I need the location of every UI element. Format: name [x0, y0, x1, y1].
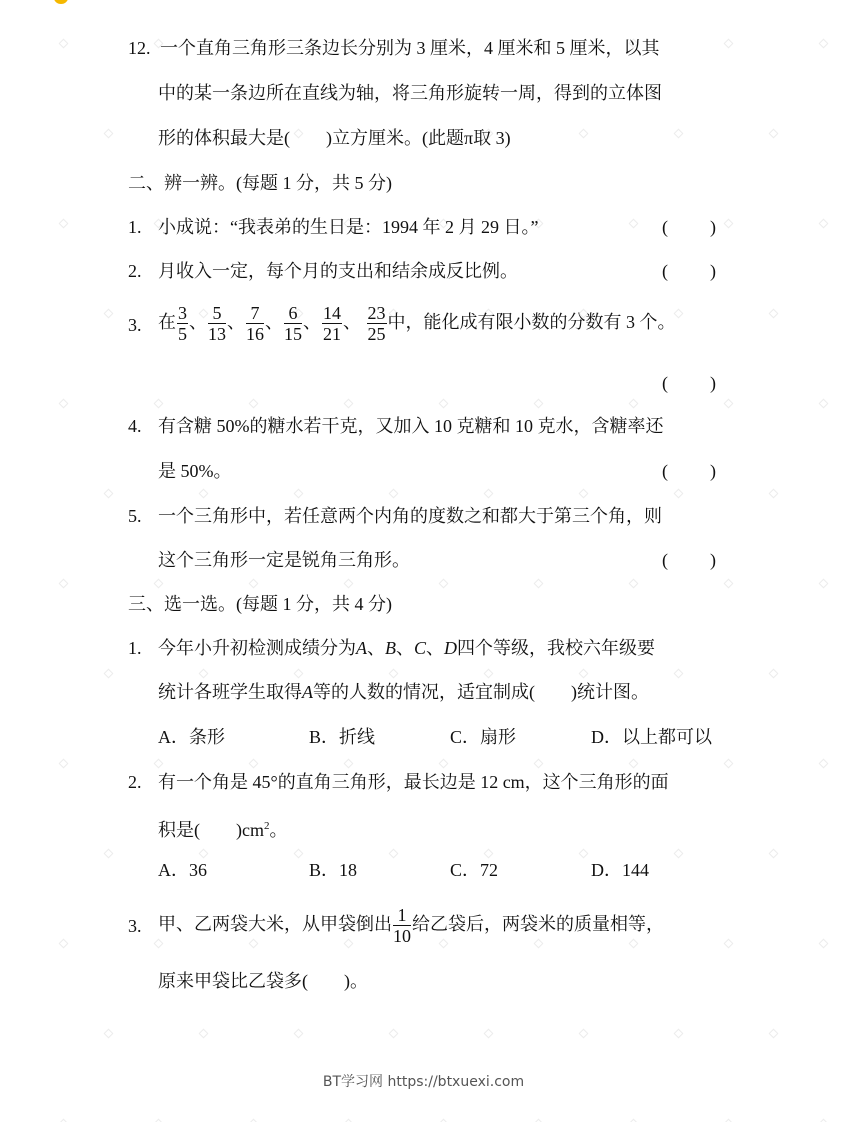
s2-q3-number: 3. — [128, 315, 142, 335]
background-pattern-mark — [819, 219, 829, 229]
paren-close: ) — [710, 461, 716, 481]
separator: 、 — [303, 312, 321, 332]
text: 今年小升初检测成绩分为 — [158, 638, 356, 658]
background-pattern-mark — [439, 1119, 449, 1122]
s3-q3-number: 3. — [128, 916, 142, 936]
background-pattern-mark — [629, 1119, 639, 1122]
background-pattern-mark — [819, 759, 829, 769]
numerator: 1 — [393, 905, 411, 926]
background-pattern-mark — [389, 1029, 399, 1039]
background-pattern-mark — [769, 1029, 779, 1039]
denominator: 21 — [323, 324, 341, 345]
answer-blank[interactable] — [662, 216, 716, 238]
numerator: 14 — [323, 303, 341, 324]
background-pattern-mark — [154, 759, 164, 769]
background-pattern-mark — [199, 489, 209, 499]
background-pattern-mark — [59, 39, 69, 49]
background-pattern-mark — [294, 669, 304, 679]
paren-open: ( — [662, 373, 668, 393]
fraction — [367, 303, 387, 344]
answer-blank[interactable] — [662, 260, 716, 282]
background-pattern-mark — [579, 1029, 589, 1039]
s2-q5-line1: 一个三角形中，若任意两个内角的度数之和都大于第三个角，则 — [158, 506, 662, 526]
background-pattern-mark — [59, 1119, 69, 1122]
option-a[interactable]: A．36 — [158, 860, 207, 880]
background-pattern-mark — [104, 489, 114, 499]
text: 中，能化成有限小数的分数有 3 个。 — [387, 312, 676, 332]
background-pattern-mark — [344, 759, 354, 769]
background-pattern-mark — [484, 669, 494, 679]
background-pattern-mark — [769, 309, 779, 319]
background-pattern-mark — [724, 939, 734, 949]
background-pattern-mark — [199, 1029, 209, 1039]
separator: 、 — [426, 638, 445, 658]
background-pattern-mark — [294, 849, 304, 859]
background-pattern-mark — [439, 759, 449, 769]
paren-close: ) — [710, 373, 716, 393]
background-pattern-mark — [104, 129, 114, 139]
separator: 、 — [189, 312, 207, 332]
background-pattern-mark — [484, 849, 494, 859]
background-pattern-mark — [769, 489, 779, 499]
background-pattern-mark — [724, 579, 734, 589]
s3-q3-line2: 原来甲袋比乙袋多( )。 — [158, 971, 368, 991]
background-pattern-mark — [344, 399, 354, 409]
background-pattern-mark — [294, 1029, 304, 1039]
background-pattern-mark — [674, 849, 684, 859]
background-pattern-mark — [534, 579, 544, 589]
numerator: 5 — [208, 303, 226, 324]
s2-q4-line1: 有含糖 50%的糖水若干克，又加入 10 克糖和 10 克水，含糖率还 — [158, 416, 664, 436]
numerator: 6 — [284, 303, 302, 324]
text: 给乙袋后，两袋米的质量相等， — [412, 914, 664, 934]
s3-q3-line1 — [158, 902, 664, 946]
background-pattern-mark — [439, 579, 449, 589]
answer-blank[interactable] — [662, 460, 716, 482]
footer-watermark: BT学习网 https://btxuexi.com — [322, 1074, 525, 1090]
denominator: 10 — [393, 926, 411, 947]
background-pattern-mark — [819, 399, 829, 409]
background-pattern-mark — [199, 669, 209, 679]
background-pattern-mark — [249, 759, 259, 769]
background-pattern-mark — [104, 309, 114, 319]
text: 积是( )cm — [158, 820, 264, 840]
option-c[interactable]: C．72 — [450, 860, 499, 880]
background-pattern-mark — [724, 39, 734, 49]
s3-q2-number: 2. — [128, 772, 142, 792]
answer-blank[interactable] — [662, 372, 716, 394]
section3-title: 三、选一选。(每题 1 分，共 4 分) — [128, 594, 392, 614]
fraction — [284, 303, 302, 344]
background-pattern-mark — [629, 759, 639, 769]
separator: 、 — [265, 312, 283, 332]
text: 四个等级，我校六年级要 — [457, 638, 656, 658]
background-pattern-mark — [294, 489, 304, 499]
separator: 、 — [367, 638, 385, 658]
background-pattern-mark — [819, 939, 829, 949]
q12-line2: 中的某一条边所在直线为轴，将三角形旋转一周，得到的立体图 — [158, 83, 662, 103]
fraction — [246, 303, 264, 344]
background-pattern-mark — [579, 669, 589, 679]
option-c[interactable]: C．扇形 — [450, 727, 517, 747]
option-b[interactable]: B．18 — [309, 860, 358, 880]
q12-line3: 形的体积最大是( )立方厘米。(此题π取 3) — [158, 128, 511, 148]
s2-q4-line2: 是 50%。 — [158, 461, 232, 481]
background-pattern-mark — [104, 849, 114, 859]
background-pattern-mark — [534, 1119, 544, 1122]
paren-open: ( — [662, 217, 668, 237]
separator: 、 — [396, 638, 414, 658]
paren-open: ( — [662, 550, 668, 570]
background-pattern-mark — [629, 579, 639, 589]
s2-q5-number: 5. — [128, 506, 142, 526]
background-pattern-mark — [579, 129, 589, 139]
s2-q1-text: 小成说：“我表弟的生日是：1994 年 2 月 29 日。” — [158, 217, 539, 237]
background-pattern-mark — [389, 489, 399, 499]
background-pattern-mark — [154, 1119, 164, 1122]
background-pattern-mark — [674, 489, 684, 499]
denominator: 16 — [246, 324, 264, 345]
background-pattern-mark — [249, 1119, 259, 1122]
background-pattern-mark — [579, 489, 589, 499]
separator: 、 — [343, 312, 361, 332]
background-pattern-mark — [579, 849, 589, 859]
s2-q4-number: 4. — [128, 416, 142, 436]
fraction — [208, 303, 226, 344]
grade-c: C — [414, 638, 427, 658]
numerator: 3 — [178, 303, 187, 324]
grade-d: D — [444, 638, 458, 658]
background-pattern-mark — [534, 759, 544, 769]
background-pattern-mark — [484, 489, 494, 499]
q12-line1: 一个直角三角形三条边长分别为 3 厘米，4 厘米和 5 厘米，以其 — [160, 38, 660, 58]
fraction — [177, 303, 188, 344]
text: 。 — [269, 820, 288, 840]
background-pattern-mark — [344, 579, 354, 589]
background-pattern-mark — [724, 759, 734, 769]
numerator: 23 — [367, 303, 386, 324]
text: 统计各班学生取得 — [158, 682, 302, 702]
background-pattern-mark — [249, 399, 259, 409]
paren-close: ) — [710, 217, 716, 237]
s2-q2-text: 月收入一定，每个月的支出和结余成反比例。 — [158, 261, 518, 281]
background-pattern-mark — [249, 579, 259, 589]
answer-blank[interactable] — [662, 549, 716, 571]
background-pattern-mark — [819, 579, 829, 589]
background-pattern-mark — [484, 1029, 494, 1039]
background-pattern-mark — [819, 39, 829, 49]
text: 在 — [158, 312, 176, 332]
background-pattern-mark — [819, 1119, 829, 1122]
denominator: 15 — [284, 324, 302, 345]
denominator: 5 — [178, 324, 187, 345]
background-pattern-mark — [769, 129, 779, 139]
background-pattern-mark — [389, 849, 399, 859]
background-pattern-mark — [534, 399, 544, 409]
background-pattern-mark — [59, 219, 69, 229]
background-pattern-mark — [344, 1119, 354, 1122]
fraction — [322, 303, 342, 344]
s3-q1-line1 — [158, 637, 655, 659]
background-pattern-mark — [154, 399, 164, 409]
s2-q1-number: 1. — [128, 217, 142, 237]
background-pattern-mark — [59, 579, 69, 589]
q12-number: 12. — [128, 38, 151, 58]
superscript: 2 — [263, 820, 270, 832]
s3-q1-number: 1. — [128, 638, 142, 658]
section2-title: 二、辨一辨。(每题 1 分，共 5 分) — [128, 173, 392, 193]
background-pattern-mark — [389, 669, 399, 679]
paren-open: ( — [662, 261, 668, 281]
background-pattern-mark — [154, 579, 164, 589]
option-a[interactable]: A．条形 — [158, 727, 225, 747]
text: 等的人数的情况，适宜制成( )统计图。 — [313, 682, 649, 702]
option-d[interactable]: D．144 — [591, 860, 649, 880]
background-pattern-mark — [59, 759, 69, 769]
grade-a: A — [302, 682, 313, 702]
background-pattern-mark — [629, 219, 639, 229]
paren-close: ) — [710, 550, 716, 570]
numerator: 7 — [246, 303, 264, 324]
fraction — [393, 905, 411, 946]
background-pattern-mark — [724, 399, 734, 409]
s3-q2-line1: 有一个角是 45°的直角三角形，最长边是 12 cm，这个三角形的面 — [158, 772, 669, 792]
s3-q2-line2 — [158, 815, 287, 841]
background-pattern-mark — [724, 219, 734, 229]
background-pattern-mark — [104, 1029, 114, 1039]
separator: 、 — [227, 312, 245, 332]
s2-q5-line2: 这个三角形一定是锐角三角形。 — [158, 550, 410, 570]
marker-dot — [54, 0, 68, 4]
background-pattern-mark — [674, 1029, 684, 1039]
background-pattern-mark — [674, 669, 684, 679]
background-pattern-mark — [199, 849, 209, 859]
background-pattern-mark — [724, 1119, 734, 1122]
paren-open: ( — [662, 461, 668, 481]
background-pattern-mark — [769, 669, 779, 679]
grade-b: B — [385, 638, 396, 658]
s3-q1-line2 — [158, 681, 649, 703]
background-pattern-mark — [59, 939, 69, 949]
background-pattern-mark — [104, 669, 114, 679]
option-b[interactable]: B．折线 — [309, 727, 376, 747]
s2-q2-number: 2. — [128, 261, 142, 281]
background-pattern-mark — [439, 399, 449, 409]
background-pattern-mark — [769, 849, 779, 859]
grade-a: A — [356, 638, 367, 658]
paren-close: ) — [710, 261, 716, 281]
background-pattern-mark — [59, 399, 69, 409]
option-d[interactable]: D．以上都可以 — [591, 727, 712, 747]
denominator: 25 — [367, 324, 386, 345]
background-pattern-mark — [674, 129, 684, 139]
denominator: 13 — [208, 324, 226, 345]
text: 甲、乙两袋大米，从甲袋倒出 — [158, 914, 392, 934]
background-pattern-mark — [629, 399, 639, 409]
s2-q3-text — [158, 300, 676, 344]
